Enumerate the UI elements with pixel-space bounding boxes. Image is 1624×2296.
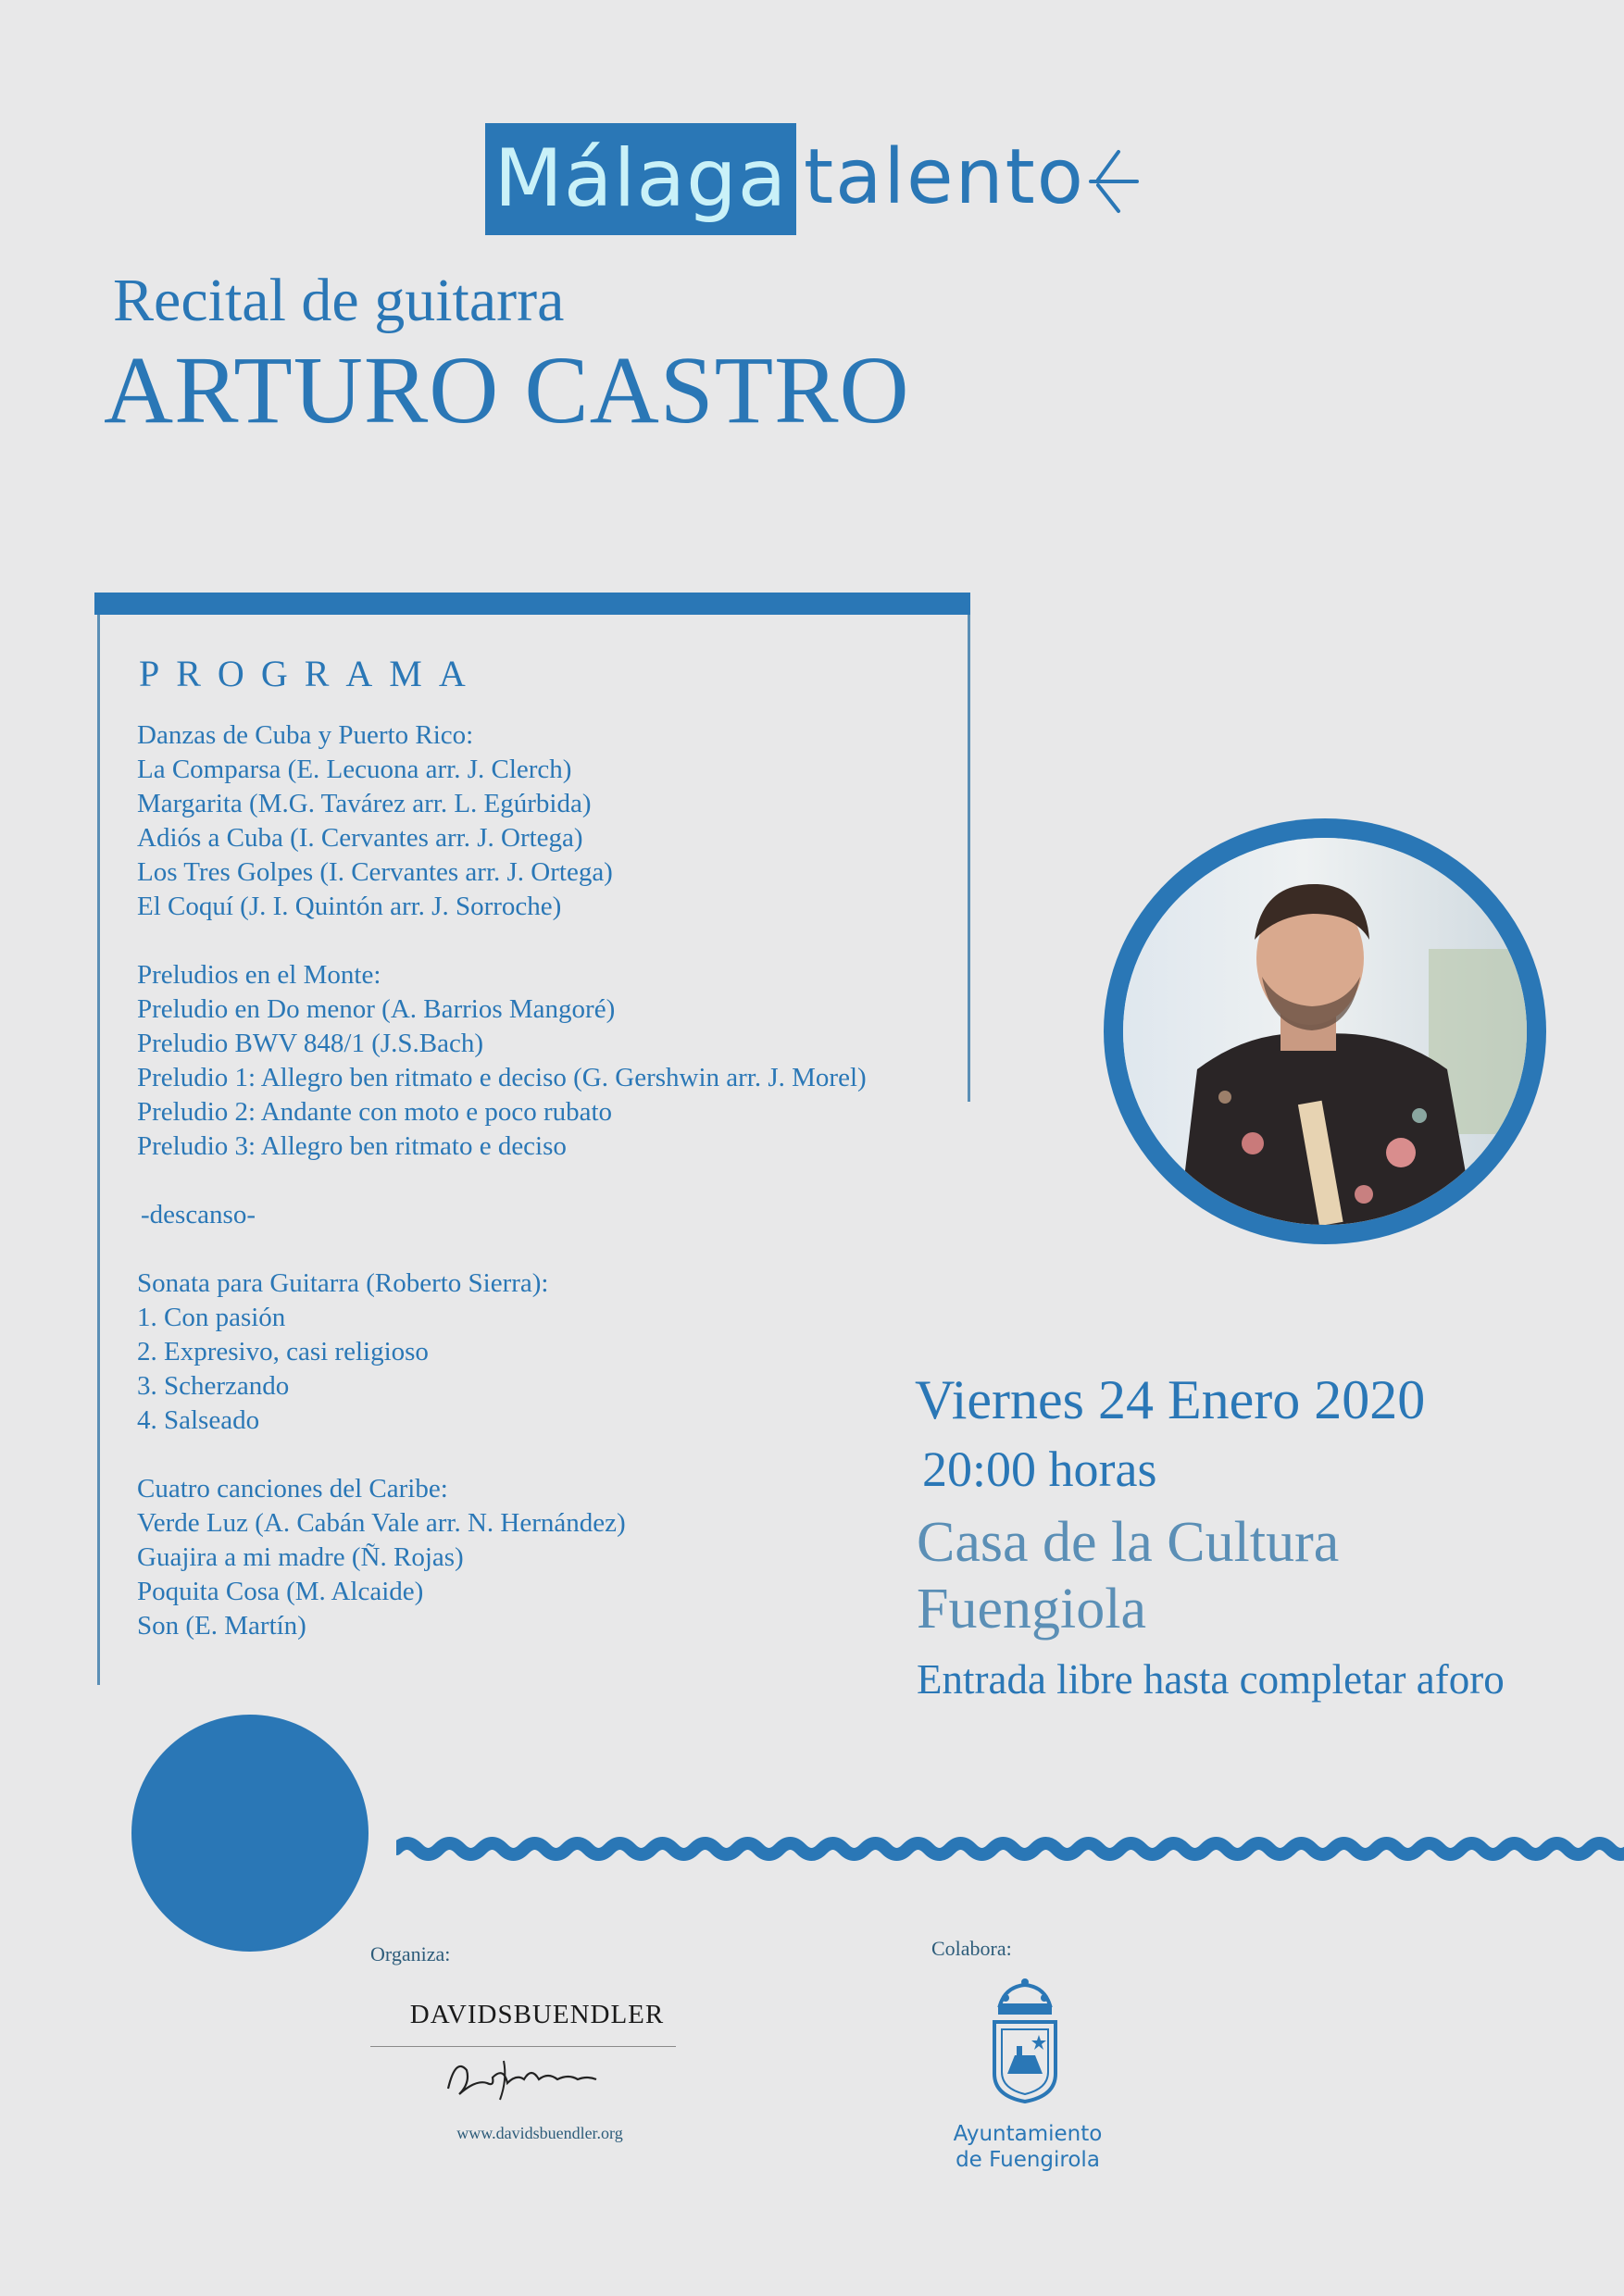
collaborator-name-line2: de Fuengirola (956, 2148, 1100, 2172)
event-subtitle: Recital de guitarra (113, 267, 565, 334)
program-line: Margarita (M.G. Tavárez arr. L. Egúrbida) (137, 789, 592, 818)
organizer-divider (370, 2046, 676, 2047)
program-line: Guajira a mi madre (Ñ. Rojas) (137, 1542, 464, 1572)
program-line: Preludio 2: Andante con moto e poco rubato (137, 1097, 613, 1127)
program-line: 3. Scherzando (137, 1371, 290, 1401)
program-line: Los Tres Golpes (I. Cervantes arr. J. Ortega) (137, 857, 613, 887)
signature-icon (439, 2052, 606, 2107)
program-line: Adiós a Cuba (I. Cervantes arr. J. Ortega) (137, 823, 583, 853)
program-spacer (137, 1232, 1007, 1267)
program-line: Preludio 3: Allegro ben ritmato e deciso (137, 1131, 567, 1161)
logo-talento-text: talento (804, 133, 1085, 221)
event-venue-line2: Fuengiola (917, 1578, 1146, 1641)
program-line: 4. Salseado (137, 1405, 260, 1435)
program-top-bar (94, 593, 970, 615)
program-list (137, 718, 1007, 1643)
program-line: Son (E. Martín) (137, 1611, 306, 1641)
logo-rays-icon (1081, 146, 1141, 217)
event-time: 20:00 horas (922, 1441, 1157, 1497)
organizer-website-link[interactable]: www.davidsbuendler.org (456, 2124, 623, 2142)
event-date: Viernes 24 Enero 2020 (915, 1369, 1426, 1430)
program-line: La Comparsa (E. Lecuona arr. J. Clerch) (137, 755, 572, 784)
program-spacer (137, 1438, 1007, 1472)
decorative-wave (396, 1828, 1624, 1870)
program-intermission: -descanso- (141, 1200, 256, 1229)
organizer-name: DAVIDSBUENDLER (409, 2000, 665, 2029)
program-left-border (97, 615, 100, 1685)
program-line: Verde Luz (A. Cabán Vale arr. N. Hernández) (137, 1508, 626, 1538)
performer-photo (1123, 838, 1527, 1225)
performer-name: ARTURO CASTRO (104, 337, 910, 443)
fuengirola-shield-icon (987, 1978, 1063, 2103)
program-line: Preludio BWV 848/1 (J.S.Bach) (137, 1029, 484, 1058)
event-entry-note: Entrada libre hasta completar aforo (917, 1656, 1505, 1703)
program-line: 1. Con pasión (137, 1303, 286, 1332)
program-line: El Coquí (J. I. Quintón arr. J. Sorroche) (137, 892, 562, 921)
program-spacer (137, 924, 1007, 958)
program-spacer (137, 1164, 1007, 1198)
event-venue-line1: Casa de la Cultura (917, 1511, 1340, 1574)
organizer-label: Organiza: (370, 1942, 451, 1965)
program-heading: PROGRAMA (139, 653, 482, 694)
program-line: Danzas de Cuba y Puerto Rico: (137, 720, 474, 750)
program-line: 2. Expresivo, casi religioso (137, 1337, 429, 1366)
logo-malaga-text: Málaga (493, 132, 788, 225)
program-line: Sonata para Guitarra (Roberto Sierra): (137, 1268, 549, 1298)
program-line: Preludio en Do menor (A. Barrios Mangoré) (137, 994, 616, 1024)
decorative-circle (131, 1715, 369, 1952)
collaborator-name-line1: Ayuntamiento (953, 2122, 1103, 2146)
program-line: Cuatro canciones del Caribe: (137, 1474, 448, 1504)
program-line: Preludio 1: Allegro ben ritmato e deciso (G. Gershwin arr. J. Morel) (137, 1063, 867, 1092)
program-line: Preludios en el Monte: (137, 960, 381, 990)
collaborator-label: Colabora: (931, 1937, 1012, 1960)
program-line: Poquita Cosa (M. Alcaide) (137, 1577, 424, 1606)
